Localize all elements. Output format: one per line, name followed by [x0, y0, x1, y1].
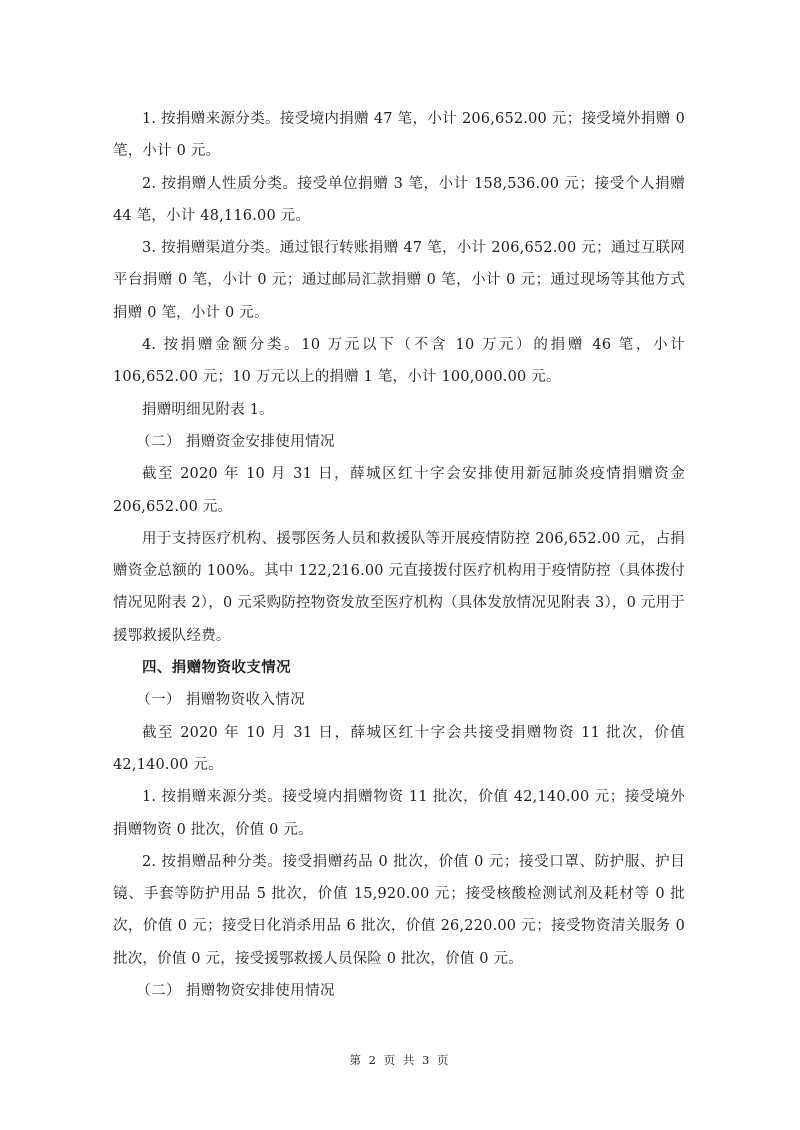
paragraph-appendix-note: 捐赠明细见附表 1。 — [142, 401, 274, 418]
section-heading-goods: 四、捐赠物资收支情况 — [142, 660, 291, 677]
document-body — [113, 103, 685, 1007]
paragraph-funds-allocation: 用于支持医疗机构、援鄂医务人员和救援队等开展疫情防控 206,652.00 元，占捐赠资金总额的 100%。其中 122,216.00 元直接拨付医疗机构用于疫情防控（具体拨付情况见附表 2），0 元采购防控物资发放至医疗机构（具体发放情况见附表 3），0 元用于援鄂救援队经费。 — [113, 530, 685, 644]
paragraph-donation-channel: 3. 按捐赠渠道分类。通过银行转账捐赠 47 笔，小计 206,652.00 元；通过互联网平台捐赠 0 笔，小计 0 元；通过邮局汇款捐赠 0 笔，小计 0 元；通过现场等其他方式捐赠 0 笔，小计 0 元。 — [113, 240, 685, 321]
paragraph-funds-total: 截至 2020 年 10 月 31 日，薛城区红十字会安排使用新冠肺炎疫情捐赠资金 206,652.00 元。 — [113, 466, 685, 515]
paragraph-goods-total: 截至 2020 年 10 月 31 日，薛城区红十字会共接受捐赠物资 11 批次，价值 42,140.00 元。 — [113, 724, 685, 773]
subheading-goods-usage: （二） 捐赠物资安排使用情况 — [136, 983, 335, 1000]
subheading-funds-usage: （二） 捐赠资金安排使用情况 — [136, 433, 335, 450]
paragraph-donor-type: 2. 按捐赠人性质分类。接受单位捐赠 3 笔，小计 158,536.00 元；接受个人捐赠 44 笔，小计 48,116.00 元。 — [113, 175, 685, 224]
paragraph-donation-amount: 4. 按捐赠金额分类。10 万元以下（不含 10 万元）的捐赠 46 笔，小计 106,652.00 元；10 万元以上的捐赠 1 笔，小计 100,000.00 元。 — [113, 337, 685, 386]
paragraph-donation-source: 1. 按捐赠来源分类。接受境内捐赠 47 笔，小计 206,652.00 元；接受境外捐赠 0 笔，小计 0 元。 — [113, 111, 685, 160]
paragraph-goods-category: 2. 按捐赠品种分类。接受捐赠药品 0 批次，价值 0 元；接受口罩、防护服、护目镜、手套等防护用品 5 批次，价值 15,920.00 元；接受核酸检测试剂及耗材等 0 批次，价值 0 元；接受日化消杀用品 6 批次，价值 26,220.00 元；接受物资清关服务 0 批次，价值 0 元，接受援鄂救援人员保险 0 批次，价值 0 元。 — [113, 853, 685, 967]
subheading-goods-income: （一） 捐赠物资收入情况 — [136, 692, 306, 709]
page-number-footer: 第 2 页 共 3 页 — [349, 1053, 451, 1067]
paragraph-goods-source: 1. 按捐赠来源分类。接受境内捐赠物资 11 批次，价值 42,140.00 元；接受境外捐赠物资 0 批次，价值 0 元。 — [113, 789, 685, 838]
